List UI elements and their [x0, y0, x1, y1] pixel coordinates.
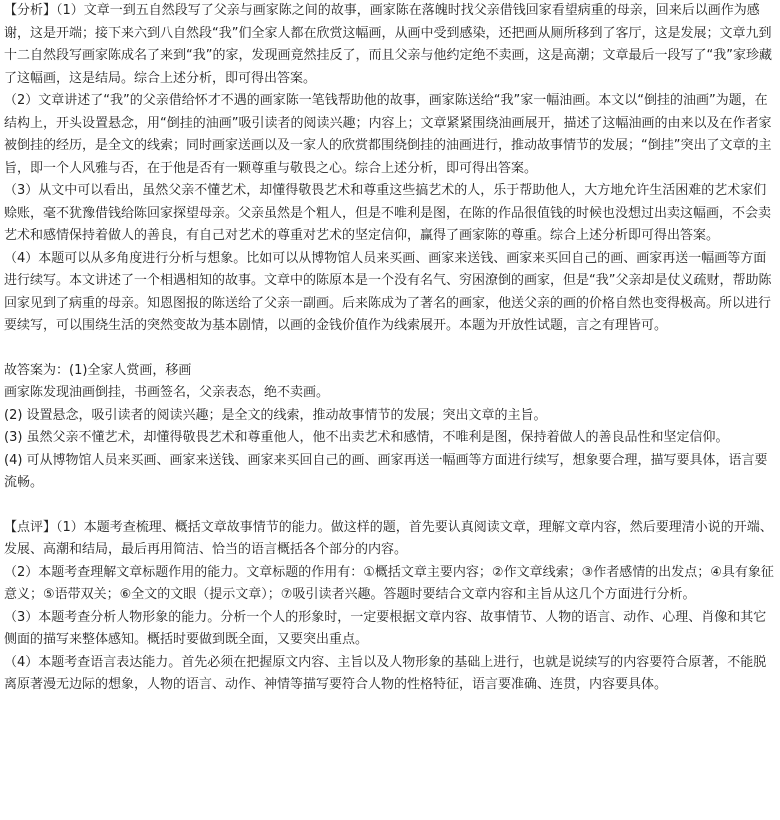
- analysis-section: [4, 0, 776, 338]
- answer-line-3: (2) 设置悬念，吸引读者的阅读兴趣；是全文的线索，推动故事情节的发展；突出文章的主旨。: [4, 407, 547, 423]
- comment-paragraph-2: （2）本题考查理解文章标题作用的能力。文章标题的作用有：①概括文章主要内容；②作文章线索；③作者感情的出发点；④具有象征意义；⑤语带双关；⑥全文的文眼（提示文章）；⑦吸引读者兴趣。答题时要结合文章内容和主旨从这几个方面进行分析。: [4, 564, 774, 602]
- answer-line-5: (4) 可从博物馆人员来买画、画家来送钱、画家来买回自己的画、画家再送一幅画等方面进行续写，想象要合理，描写要具体，语言要流畅。: [4, 452, 768, 490]
- comment-paragraph-3: （3）本题考查分析人物形象的能力。分析一个人的形象时，一定要根据文章内容、故事情节、人物的语言、动作、心理、肖像和其它侧面的描写来整体感知。概括时要做到既全面，又要突出重点。: [4, 609, 767, 647]
- comment-paragraph-4: （4）本题考查语言表达能力。首先必须在把握原文内容、主旨以及人物形象的基础上进行，也就是说续写的内容要符合原著，不能脱离原著漫无边际的想象，人物的语言、动作、神情等描写要符合人物的性格特征，语言要准确、连贯，内容要具体。: [4, 654, 767, 692]
- answer-section: [4, 360, 776, 495]
- answer-line-4: (3) 虽然父亲不懂艺术，却懂得敬畏艺术和尊重他人，他不出卖艺术和感情，不唯利是图，保持着做人的善良品性和坚定信仰。: [4, 430, 729, 445]
- analysis-paragraph-2: （2）文章讲述了“我”的父亲借给怀才不遇的画家陈一笔钱帮助他的故事，画家陈送给“我”家一幅油画。本文以“倒挂的油画”为题，在结构上，开头设置悬念，用“倒挂的油画”吸引读者的阅读兴趣；内容上；文章紧紧围绕油画展开，描述了这幅油画的由来以及在作者家被倒挂的经历，是全文的线索；同时画家送画以及一家人的欣赏都围绕倒挂的油画进行，推动故事情节的发展；“倒挂”突出了文章的主旨，即一个人风雅与否，在于他是否有一颗尊重与敬畏之心。综合上述分析，即可得出答案。: [4, 93, 772, 176]
- comment-paragraph-1: 【点评】（1）本题考查梳理、概括文章故事情节的能力。做这样的题，首先要认真阅读文章，理解文章内容，然后要理清小说的开端、发展、高潮和结局，最后再用简洁、恰当的语言概括各个部分的内容。: [4, 519, 773, 557]
- analysis-paragraph-1: 【分析】（1）文章一到五自然段写了父亲与画家陈之间的故事，画家陈在落魄时找父亲借钱回家看望病重的母亲，回来后以画作为感谢，这是开端；接下来六到八自然段“我”们全家人都在欣赏这幅画，从画中受到感染，还把画从厕所移到了客厅，这是发展；文章九到十二自然段写画家陈成名了来到“我”的家，发现画竟然挂反了，而且父亲与他约定绝不卖画，这是高潮；文章最后一段写了“我”家珍藏了这幅画，这是结局。综合上述分析，即可得出答案。: [4, 3, 772, 86]
- answer-line-2: 画家陈发现油画倒挂，书画签名，父亲表态，绝不卖画。: [4, 385, 330, 400]
- analysis-paragraph-3: （3）从文中可以看出，虽然父亲不懂艺术，却懂得敬畏艺术和尊重这些搞艺术的人，乐于帮助他人，大方地允许生活困难的艺术家们赊账，毫不犹豫借钱给陈回家探望母亲。父亲虽然是个粗人，但是不唯利是图，在陈的作品很值钱的时候也没想过出卖这幅画，不会卖艺术和感情保持着做人的善良，有自己对艺术的尊重对艺术的坚定信仰，赢得了画家陈的尊重。综合上述分析即可得出答案。: [4, 183, 772, 243]
- answer-line-1: 故答案为：(1)全家人赏画，移画: [4, 362, 192, 378]
- analysis-paragraph-4: （4）本题可以从多角度进行分析与想象。比如可以从博物馆人员来买画、画家来送钱、画家来买回自己的画、画家再送一幅画等方面进行续写。本文讲述了一个相遇相知的故事。文章中的陈原本是一个没有名气、穷困潦倒的画家，但是“我”父亲却是仗义疏财，帮助陈回家见到了病重的母亲。知恩图报的陈送给了父亲一副画。后来陈成为了著名的画家，他送父亲的画的价格自然也变得极高。所以进行要续写，可以围绕生活的突然变故为基本剧情，以画的金钱价值作为线索展开。本题为开放性试题，言之有理皆可。: [4, 250, 772, 333]
- comment-section: [4, 517, 776, 697]
- spacer: [4, 338, 776, 360]
- spacer: [4, 495, 776, 517]
